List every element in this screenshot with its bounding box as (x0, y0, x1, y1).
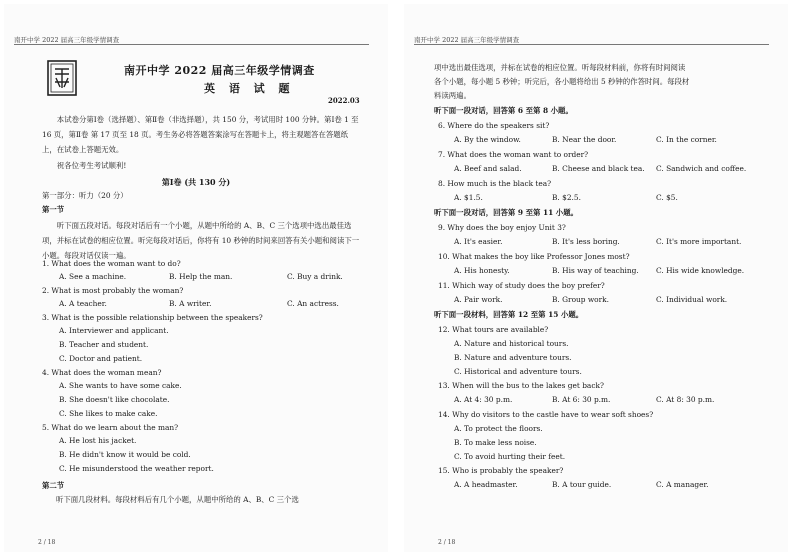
exam-page-left (4, 4, 388, 552)
exam-date: 2022.03 (328, 96, 360, 105)
answer-option-b: B. Group work. (552, 295, 609, 304)
answer-option-c: C. It's more important. (656, 237, 742, 246)
page-header: 南开中学 2022 届高三年级学情调查 (414, 36, 520, 44)
question-text: 14. Why do visitors to the castle have to wear soft shoes? (438, 410, 654, 419)
answer-option-b: B. It's less boring. (552, 237, 620, 246)
question-text: 13. When will the bus to the lakes get back? (438, 381, 604, 390)
group-instructions: 听下面一段材料，回答第 12 至第 15 小题。 (434, 310, 584, 319)
page-number: 2 / 18 (438, 539, 456, 546)
answer-option-c: C. Individual work. (656, 295, 728, 304)
exam-wish: 祝各位考生考试顺利! (56, 161, 127, 170)
answer-option-c: C. She likes to make cake. (59, 409, 158, 418)
header-divider (414, 44, 769, 45)
header-divider (14, 44, 369, 45)
section-instructions: 料读两遍。 (434, 91, 471, 100)
answer-option-b: B. Cheese and black tea. (552, 164, 645, 173)
answer-option-b: B. She doesn't like chocolate. (59, 395, 170, 404)
section-instructions: 听下面五段对话。每段对话后有一个小题，从题中所给的 A、B、C 三个选项中选出最佳选项，并标在试卷的相应位置。听完每段对话后，你将有 10 秒钟的时间来回答有关小题和阅读下一小题。每段对话仅读一遍。 (42, 221, 360, 260)
answer-option-b: B. Help the man. (169, 272, 233, 281)
answer-option-b: B. Teacher and student. (59, 340, 149, 349)
answer-option-a: A. His honesty. (454, 266, 510, 275)
answer-option-a: A. Beef and salad. (454, 164, 522, 173)
answer-option-b: B. At 6: 30 p.m. (552, 395, 611, 404)
answer-option-a: A. A headmaster. (454, 480, 518, 489)
question-text: 4. What does the woman mean? (42, 368, 162, 377)
answer-option-a: A. It's easier. (454, 237, 503, 246)
answer-option-a: A. A teacher. (59, 299, 107, 308)
page-header: 南开中学 2022 届高三年级学情调查 (14, 36, 120, 44)
exam-title: 南开中学 2022 届高三年级学情调查 (124, 64, 315, 77)
section-instructions: 听下面几段材料。每段材料后有几个小题，从题中所给的 A、B、C 三个选 (56, 495, 299, 504)
part-heading: 第一部分：听力（20 分） (42, 191, 128, 200)
question-text: 1. What does the woman want to do? (42, 259, 181, 268)
answer-option-a: A. Nature and historical tours. (454, 339, 569, 348)
answer-option-a: A. At 4: 30 p.m. (454, 395, 513, 404)
answer-option-c: C. To avoid hurting their feet. (454, 452, 566, 461)
exam-page-right (404, 4, 788, 552)
question-text: 10. What makes the boy like Professor Jones most? (438, 252, 630, 261)
section-instructions: 各个小题，每小题 5 秒钟；听完后，各小题将给出 5 秒钟的作答时间。每段材 (434, 77, 690, 86)
answer-option-b: B. A writer. (169, 299, 212, 308)
school-seal-icon (47, 60, 77, 96)
answer-option-c: C. In the corner. (656, 135, 717, 144)
exam-subtitle: 英 语 试 题 (204, 82, 295, 95)
answer-option-b: B. $2.5. (552, 193, 581, 202)
answer-option-c: C. At 8: 30 p.m. (656, 395, 715, 404)
answer-option-c: C. Doctor and patient. (59, 354, 143, 363)
group-instructions: 听下面一段对话，回答第 9 至第 11 小题。 (434, 208, 578, 217)
answer-option-c: C. Buy a drink. (287, 272, 343, 281)
question-text: 8. How much is the black tea? (438, 179, 552, 188)
page-number: 2 / 18 (38, 539, 56, 546)
answer-option-a: A. She wants to have some cake. (59, 381, 182, 390)
question-text: 9. Why does the boy enjoy Unit 3? (438, 223, 566, 232)
question-text: 6. Where do the speakers sit? (438, 121, 550, 130)
answer-option-a: A. Pair work. (454, 295, 503, 304)
question-text: 5. What do we learn about the man? (42, 423, 179, 432)
exam-intro: 本试卷分第Ⅰ卷（选择题）、第Ⅱ卷（非选择题），共 150 分，考试用时 100 分钟。第Ⅰ卷 1 至 16 页，第Ⅱ卷 第 17 页至 18 页。考生务必将答题答案涂写在答题卡上，将主观题答在答题纸上，在试卷上答题无效。 (42, 115, 359, 154)
volume-heading: 第Ⅰ卷 (共 130 分) (161, 177, 231, 187)
answer-option-c: C. $5. (656, 193, 678, 202)
answer-option-a: A. Interviewer and applicant. (59, 326, 169, 335)
answer-option-c: C. Historical and adventure tours. (454, 367, 582, 376)
answer-option-b: B. He didn't know it would be cold. (59, 450, 191, 459)
group-instructions: 听下面一段对话，回答第 6 至第 8 小题。 (434, 106, 573, 115)
question-text: 3. What is the possible relationship between the speakers? (42, 313, 263, 322)
question-text: 15. Who is probably the speaker? (438, 466, 564, 475)
answer-option-c: C. Sandwich and coffee. (656, 164, 747, 173)
answer-option-a: A. He lost his jacket. (59, 436, 137, 445)
question-text: 7. What does the woman want to order? (438, 150, 589, 159)
answer-option-b: B. A tour guide. (552, 480, 612, 489)
answer-option-b: B. His way of teaching. (552, 266, 639, 275)
question-text: 2. What is most probably the woman? (42, 286, 184, 295)
answer-option-b: B. Near the door. (552, 135, 617, 144)
answer-option-a: A. By the window. (454, 135, 521, 144)
section-instructions: 项中选出最佳选项，并标在试卷的相应位置。听每段材料前，你将有时间阅读 (434, 63, 686, 72)
answer-option-c: C. He misunderstood the weather report. (59, 464, 214, 473)
answer-option-c: C. An actress. (287, 299, 339, 308)
answer-option-a: A. See a machine. (59, 272, 127, 281)
answer-option-b: B. To make less noise. (454, 438, 537, 447)
answer-option-a: A. $1.5. (454, 193, 483, 202)
answer-option-c: C. A manager. (656, 480, 709, 489)
section-heading: 第一节 (42, 205, 65, 214)
answer-option-c: C. His wide knowledge. (656, 266, 745, 275)
section-heading: 第二节 (42, 481, 65, 490)
answer-option-b: B. Nature and adventure tours. (454, 353, 572, 362)
question-text: 12. What tours are available? (438, 325, 549, 334)
question-text: 11. Which way of study does the boy prefer? (438, 281, 605, 290)
answer-option-a: A. To protect the floors. (454, 424, 543, 433)
